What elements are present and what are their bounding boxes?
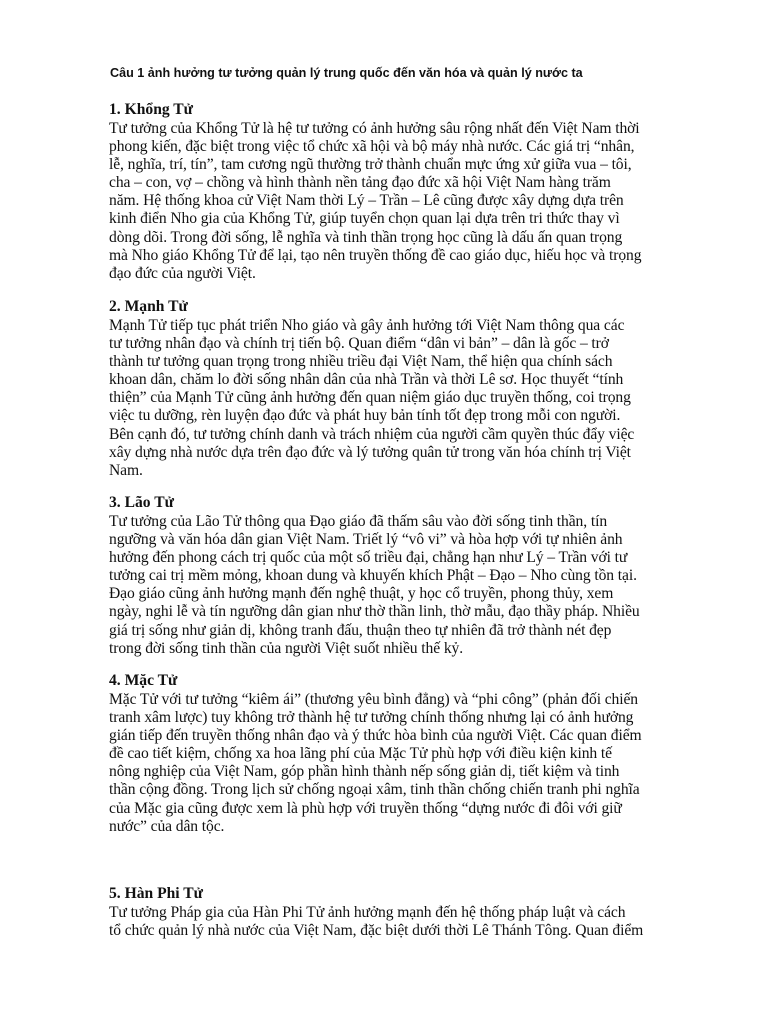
text-line: Bên cạnh đó, tư tưởng chính danh và trách nhiệm của người cầm quyền thúc đẩy việc	[109, 425, 635, 443]
text-line: kinh điển Nho gia của Khổng Tử, giúp tuyển chọn quan lại dựa trên tri thức thay vì	[109, 210, 620, 228]
text-line: phong kiến, đặc biệt trong việc tổ chức xã hội và bộ máy nhà nước. Các giá trị “nhân,	[109, 138, 635, 156]
text-line: hưởng đến phong cách trị quốc của một số triều đại, chẳng hạn như Lý – Trần với tư	[109, 549, 628, 567]
text-line: đạo đức của người Việt.	[109, 264, 256, 282]
section-heading: 3. Lão Tử	[109, 494, 174, 511]
section-body	[109, 513, 721, 658]
text-line: của Mặc gia cũng được xem là phù hợp với truyền thống “dựng nước đi đôi với giữ	[109, 799, 622, 817]
text-line: lễ, nghĩa, trí, tín”, tam cương ngũ thường trở thành chuẩn mực ứng xử giữa vua – tôi,	[109, 156, 632, 174]
text-line: nông nghiệp của Việt Nam, góp phần hình thành nếp sống giản dị, tiết kiệm và tinh	[109, 763, 620, 781]
text-line: gián tiếp đến truyền thống nhân đạo và ý thức hòa bình của người Việt. Các quan điểm	[109, 727, 642, 745]
text-line: thành tư tưởng quan trọng trong nhiều triều đại Việt Nam, thể hiện qua chính sách	[109, 353, 613, 371]
section-mac-tu	[109, 671, 721, 836]
text-line: xây dựng nhà nước dựa trên đạo đức và lý tưởng quân tử trong văn hóa chính trị Việt	[109, 443, 631, 461]
text-line: trong đời sống tinh thần của người Việt suốt nhiều thế kỷ.	[109, 639, 464, 657]
text-line: Mạnh Tử tiếp tục phát triển Nho giáo và gây ảnh hưởng tới Việt Nam thông qua các	[109, 317, 625, 334]
text-line: mà Nho giáo Khổng Tử để lại, tạo nên truyền thống đề cao giáo dục, hiếu học và trọng	[109, 246, 642, 264]
section-manh-tu	[109, 297, 721, 480]
text-line: việc tu dưỡng, rèn luyện đạo đức và phát huy bản tính tốt đẹp trong mỗi con người.	[109, 407, 621, 425]
text-line: thiện” của Mạnh Tử cũng ảnh hưởng đến quan niệm giáo dục truyền thống, coi trọng	[109, 389, 631, 407]
document-title: Câu 1 ảnh hưởng tư tưởng quản lý trung quốc đến văn hóa và quản lý nước ta	[110, 66, 583, 80]
section-body	[109, 120, 721, 283]
section-body	[109, 317, 721, 480]
section-heading: 5. Hàn Phi Tử	[109, 885, 203, 902]
text-line: giá trị sống như giản dị, không tranh đấu, thuận theo tự nhiên đã trở thành nét đẹp	[109, 621, 612, 639]
text-line: nước” của dân tộc.	[109, 817, 225, 835]
section-khong-tu	[109, 100, 721, 283]
text-line: ngưỡng và văn hóa dân gian Việt Nam. Triết lý “vô vi” và hòa hợp với tự nhiên ảnh	[109, 531, 623, 549]
text-line: năm. Hệ thống khoa cử Việt Nam thời Lý – Trần – Lê cũng được xây dựng dựa trên	[109, 192, 624, 210]
text-line: Tư tưởng Pháp gia của Hàn Phi Tử ảnh hưởng mạnh đến hệ thống pháp luật và cách	[109, 904, 626, 921]
text-line: cha – con, vợ – chồng và hình thành nền tảng đạo đức xã hội Việt Nam hàng trăm	[109, 174, 611, 192]
text-line: Tư tưởng của Lão Tử thông qua Đạo giáo đã thấm sâu vào đời sống tinh thần, tín	[109, 513, 608, 530]
text-line: đề cao tiết kiệm, chống xa hoa lãng phí của Mặc Tử phù hợp với điều kiện kinh tế	[109, 745, 612, 763]
text-line: dòng dõi. Trong đời sống, lễ nghĩa và tinh thần trọng học cũng là dấu ấn quan trọng	[109, 228, 623, 246]
text-line: Đạo giáo cũng ảnh hưởng mạnh đến nghệ thuật, y học cổ truyền, phong thủy, xem	[109, 585, 614, 603]
section-han-phi-tu	[109, 884, 721, 940]
section-heading: 1. Khổng Tử	[109, 101, 194, 118]
text-line: tổ chức quản lý nhà nước của Việt Nam, đặc biệt dưới thời Lê Thánh Tông. Quan điểm	[109, 922, 644, 940]
section-body	[109, 904, 721, 940]
text-line: khoan dân, chăm lo đời sống nhân dân của nhà Trần và thời Lê sơ. Học thuyết “tính	[109, 371, 624, 389]
section-body	[109, 691, 721, 836]
text-line: tưởng cai trị mềm mỏng, khoan dung và khuyến khích Phật – Đạo – Nho cùng tồn tại.	[109, 567, 637, 585]
text-line: Nam.	[109, 461, 143, 479]
text-line: Tư tưởng của Khổng Tử là hệ tư tưởng có ảnh hưởng sâu rộng nhất đến Việt Nam thời	[109, 120, 640, 137]
text-line: ngày, nghi lễ và tín ngưỡng dân gian như thờ thần linh, thờ mẫu, đạo thầy pháp. Nhiều	[109, 603, 640, 621]
section-heading: 4. Mặc Tử	[109, 672, 178, 689]
text-line: Mặc Tử với tư tưởng “kiêm ái” (thương yêu bình đẳng) và “phi công” (phản đối chiến	[109, 691, 638, 708]
text-line: thần cộng đồng. Trong lịch sử chống ngoại xâm, tinh thần chống chiến tranh phi nghĩa	[109, 781, 640, 799]
section-lao-tu	[109, 493, 721, 658]
text-line: tranh xâm lược) tuy không trở thành hệ tư tưởng chính thống nhưng lại có ảnh hưởng	[109, 709, 634, 727]
text-line: tư tưởng nhân đạo và chính trị tiến bộ. Quan điểm “dân vi bản” – dân là gốc – trở	[109, 335, 609, 353]
section-heading: 2. Mạnh Tử	[109, 298, 188, 315]
